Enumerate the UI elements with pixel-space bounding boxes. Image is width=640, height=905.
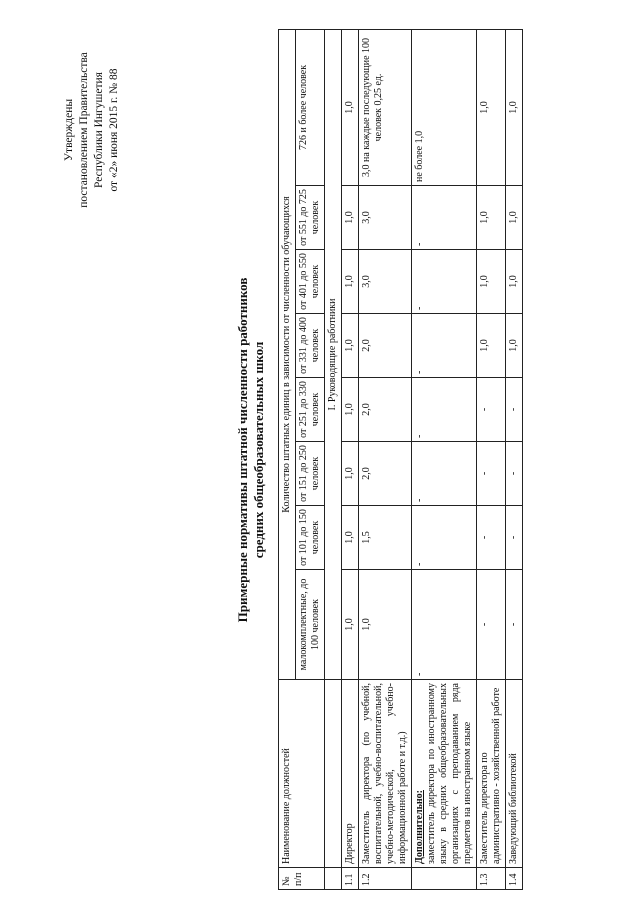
- cell-value: 3,0 на каждые последующие 100 человек 0,25 ед.: [359, 29, 412, 185]
- subheader: 726 и более человек: [296, 29, 325, 185]
- subheader: от 151 до 250 человек: [296, 442, 325, 506]
- cell-value: 2,0: [359, 314, 412, 378]
- title-line-1: Примерные нормативы штатной численности работников: [235, 277, 250, 623]
- cell-value: 2,0: [359, 442, 412, 506]
- cell-value: -: [506, 570, 523, 680]
- row-position: Заместитель директора (по учебной, воспитательной, учебно-воспитательной, учебно-методической, учебно-информационной работе и т.д.): [359, 680, 412, 868]
- cell-value: 1,0: [506, 250, 523, 314]
- row-number: 1.1: [342, 868, 359, 890]
- row-number: [412, 868, 477, 890]
- cell-value: не более 1,0: [412, 29, 477, 185]
- cell-value: 3,0: [359, 186, 412, 250]
- cell-value: -: [506, 442, 523, 506]
- table-row: [359, 29, 412, 889]
- cell-value: 3,0: [359, 250, 412, 314]
- cell-value: -: [412, 570, 477, 680]
- approval-line-2: постановлением Правительства: [78, 52, 90, 208]
- cell-value: -: [506, 378, 523, 442]
- header-position-name: Наименование должностей: [279, 680, 325, 868]
- cell-value: 1,0: [342, 570, 359, 680]
- subheader: от 551 до 725 человек: [296, 186, 325, 250]
- row-position: Директор: [342, 680, 359, 868]
- row-position-prefix: Дополнительно:: [414, 790, 425, 864]
- approval-line-3: Республики Ингушетия: [93, 72, 105, 188]
- cell-value: 1,0: [506, 314, 523, 378]
- cell-value: 1,0: [506, 29, 523, 185]
- cell-value: 1,0: [477, 314, 506, 378]
- cell-value: -: [477, 506, 506, 570]
- subheader: от 251 до 330 человек: [296, 378, 325, 442]
- approval-line-4: от «2» июня 2015 г. № 88: [108, 68, 120, 192]
- row-position: [412, 680, 477, 868]
- cell-value: -: [412, 378, 477, 442]
- cell-value: -: [477, 570, 506, 680]
- header-group: Количество штатных единиц в зависимости от численности обучающихся: [279, 29, 296, 679]
- cell-value: 1,0: [359, 570, 412, 680]
- approval-stamp: [62, 10, 122, 250]
- cell-value: 1,0: [342, 250, 359, 314]
- document-title: [235, 0, 267, 900]
- subheader: от 401 до 550 человек: [296, 250, 325, 314]
- row-number: 1.2: [359, 868, 412, 890]
- cell-value: 1,0: [506, 186, 523, 250]
- subheader: малокомплектные, до 100 человек: [296, 570, 325, 680]
- subheader: от 331 до 400 человек: [296, 314, 325, 378]
- cell-value: 1,0: [342, 506, 359, 570]
- row-number: 1.3: [477, 868, 506, 890]
- subheader: от 101 до 150 человек: [296, 506, 325, 570]
- cell-value: 1,0: [342, 314, 359, 378]
- cell-value: -: [412, 186, 477, 250]
- cell-value: -: [412, 250, 477, 314]
- title-line-2: средних общеобразовательных школ: [251, 341, 266, 559]
- cell-value: -: [506, 506, 523, 570]
- cell-value: 1,0: [342, 378, 359, 442]
- cell-value: -: [412, 442, 477, 506]
- row-number: 1.4: [506, 868, 523, 890]
- staffing-table: [278, 29, 523, 890]
- cell-value: 1,0: [477, 250, 506, 314]
- cell-value: 1,0: [342, 29, 359, 185]
- row-position: Заведующий библиотекой: [506, 680, 523, 868]
- section-row: [325, 29, 342, 889]
- section-title: I. Руководящие работники: [325, 29, 342, 679]
- row-position-text: заместитель директора по иностранному языку в средних общеобразовательных организациях с преподаванием ряда предметов на иностранном языке: [426, 683, 473, 864]
- table-row: [506, 29, 523, 889]
- cell-value: 2,0: [359, 378, 412, 442]
- approval-line-1: Утверждены: [63, 98, 75, 162]
- table-row: [477, 29, 506, 889]
- header-number: № п/п: [279, 868, 325, 890]
- cell-value: -: [477, 378, 506, 442]
- cell-value: -: [412, 314, 477, 378]
- table-row: [412, 29, 477, 889]
- row-position: Заместитель директора по административно - хозяйственной работе: [477, 680, 506, 868]
- cell-value: -: [412, 506, 477, 570]
- table-row: [342, 29, 359, 889]
- cell-value: 1,5: [359, 506, 412, 570]
- cell-value: 1,0: [477, 29, 506, 185]
- cell-value: 1,0: [342, 442, 359, 506]
- cell-value: -: [477, 442, 506, 506]
- cell-value: 1,0: [477, 186, 506, 250]
- cell-value: 1,0: [342, 186, 359, 250]
